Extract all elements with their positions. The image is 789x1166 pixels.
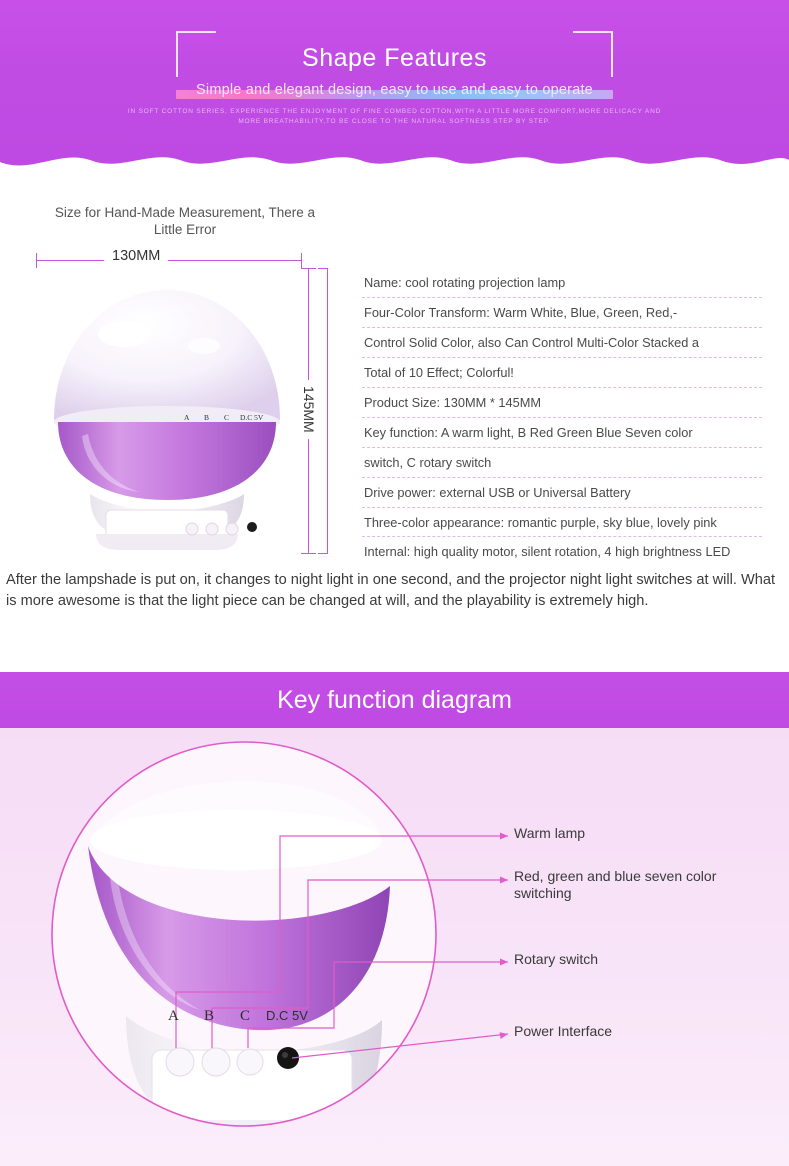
mini-button-label-b: B [204, 413, 210, 422]
diagram-illustration [0, 728, 789, 1166]
spec-item: Drive power: external USB or Universal Battery [362, 478, 762, 508]
spec-list [362, 268, 762, 566]
hero-subtitle: Simple and elegant design, easy to use and easy to operate [196, 82, 593, 98]
diagram-button-label-b: B [204, 1008, 215, 1024]
hero-text-block [0, 0, 789, 127]
mini-button-label-dc: D.C 5V [240, 413, 264, 422]
spec-item: Total of 10 Effect; Colorful! [362, 358, 762, 388]
hero-fine-print: IN SOFT COTTON SERIES, EXPERIENCE THE ENJOYMENT OF FINE COMBED COTTON,WITH A LITTLE MORE COMFORT,MORE DELICACY AND MORE BREATHABILITY,TO BE CLOSE TO THE NATURAL SOFTNESS STEP BY STEP. [127, 108, 662, 125]
spec-section [0, 172, 789, 672]
wave-divider-icon [0, 148, 789, 172]
spec-item: Control Solid Color, also Can Control Multi-Color Stacked a [362, 328, 762, 358]
height-dim-cap-top [301, 268, 316, 269]
diagram-label-warm-lamp: Warm lamp [514, 825, 586, 841]
diagram-label-color-switching: Red, green and blue seven color switching [514, 868, 717, 901]
spec-paragraph: After the lampshade is put on, it changes to night light in one second, and the projector night light switches at will. What is more awesome is that the light piece can be changed at will, and the playability is extremely high. [6, 572, 776, 609]
diagram-label-power-interface: Power Interface [514, 1023, 613, 1039]
width-dimension-line [36, 260, 302, 261]
spec-item: switch, C rotary switch [362, 448, 762, 478]
height-dimension-label: 145MM [301, 380, 317, 439]
spec-item: Key function: A warm light, B Red Green Blue Seven color [362, 418, 762, 448]
diagram-button-label-c: C [240, 1008, 251, 1024]
spec-bracket [318, 268, 328, 554]
height-dim-cap-bottom [301, 553, 316, 554]
diagram-button-label-a: A [168, 1008, 179, 1024]
spec-item: Internal: high quality motor, silent rotation, 4 high brightness LED [364, 544, 731, 559]
hero-banner [0, 0, 789, 172]
spec-item: Four-Color Transform: Warm White, Blue, Green, Red,- [362, 298, 762, 328]
spec-item: Three-color appearance: romantic purple, sky blue, lovely pink [362, 508, 762, 537]
spec-item: Product Size: 130MM * 145MM [362, 388, 762, 418]
mini-button-label-a: A [184, 413, 190, 422]
diagram-label-rotary-switch: Rotary switch [514, 951, 599, 967]
mini-button-label-c: C [224, 413, 230, 422]
width-dim-cap-left [36, 253, 37, 268]
key-function-title: Key function diagram [277, 685, 512, 714]
width-dim-cap-right [301, 253, 302, 268]
width-dimension-label: 130MM [104, 248, 168, 264]
diagram-button-label-dc: D.C 5V [266, 1008, 308, 1023]
key-function-banner [0, 672, 789, 728]
hero-title: Shape Features [302, 44, 487, 72]
key-function-diagram [0, 728, 789, 1166]
measurement-note: Size for Hand-Made Measurement, There a Little Error [54, 205, 316, 237]
spec-item: Name: cool rotating projection lamp [362, 268, 762, 298]
